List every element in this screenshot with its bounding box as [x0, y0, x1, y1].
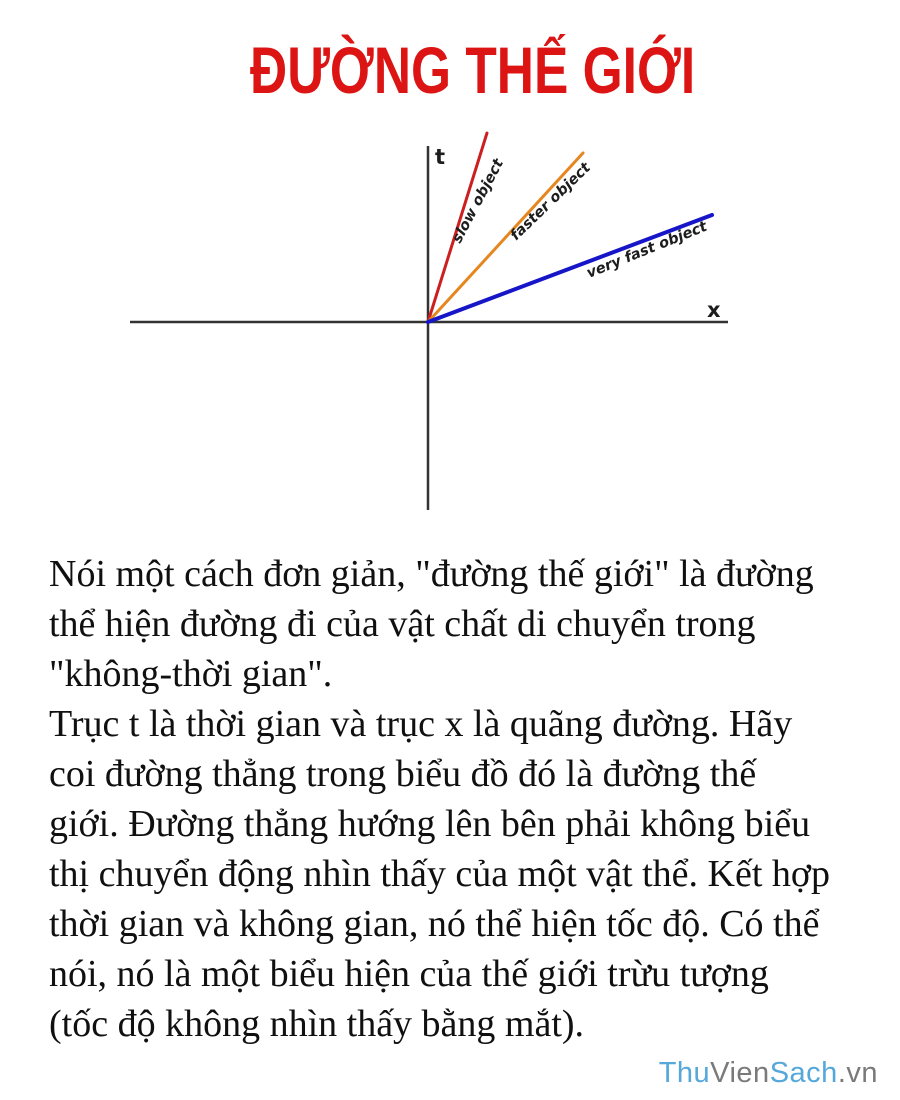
page-title: ĐƯỜNG THẾ GIỚI	[250, 33, 696, 107]
watermark-segment: Thu	[658, 1057, 711, 1089]
watermark-segment: Vien	[710, 1057, 770, 1089]
worldline-very-fast-label: very fast object	[584, 218, 710, 282]
watermark	[659, 1057, 878, 1090]
t-axis-label: t	[435, 145, 446, 169]
watermark-segment: .vn	[837, 1057, 878, 1089]
body-line: nói, nó là một biểu hiện của thế giới trừu tượng	[49, 953, 769, 995]
body-text	[49, 549, 889, 1049]
body-line: giới. Đường thẳng hướng lên bên phải không biểu	[49, 803, 811, 845]
watermark-segment: Sach	[769, 1057, 838, 1089]
worldline-faster-label: faster object	[507, 159, 594, 244]
body-line: "không-thời gian".	[49, 653, 333, 695]
body-line: thể hiện đường đi của vật chất di chuyển trong	[49, 603, 756, 645]
worldline-slow-label: slow object	[449, 156, 508, 246]
body-line: (tốc độ không nhìn thấy bằng mắt).	[49, 1003, 585, 1045]
body-line: thời gian và không gian, nó thể hiện tốc độ. Có thể	[49, 903, 820, 945]
x-axis-label: x	[707, 298, 721, 322]
body-line: coi đường thẳng trong biểu đồ đó là đường thế	[49, 753, 757, 795]
body-line: Nói một cách đơn giản, "đường thế giới" là đường	[49, 553, 814, 595]
worldline-diagram	[0, 128, 900, 518]
body-line: thị chuyển động nhìn thấy của một vật thể. Kết hợp	[49, 853, 830, 895]
body-line: Trục t là thời gian và trục x là quãng đường. Hãy	[49, 703, 793, 745]
